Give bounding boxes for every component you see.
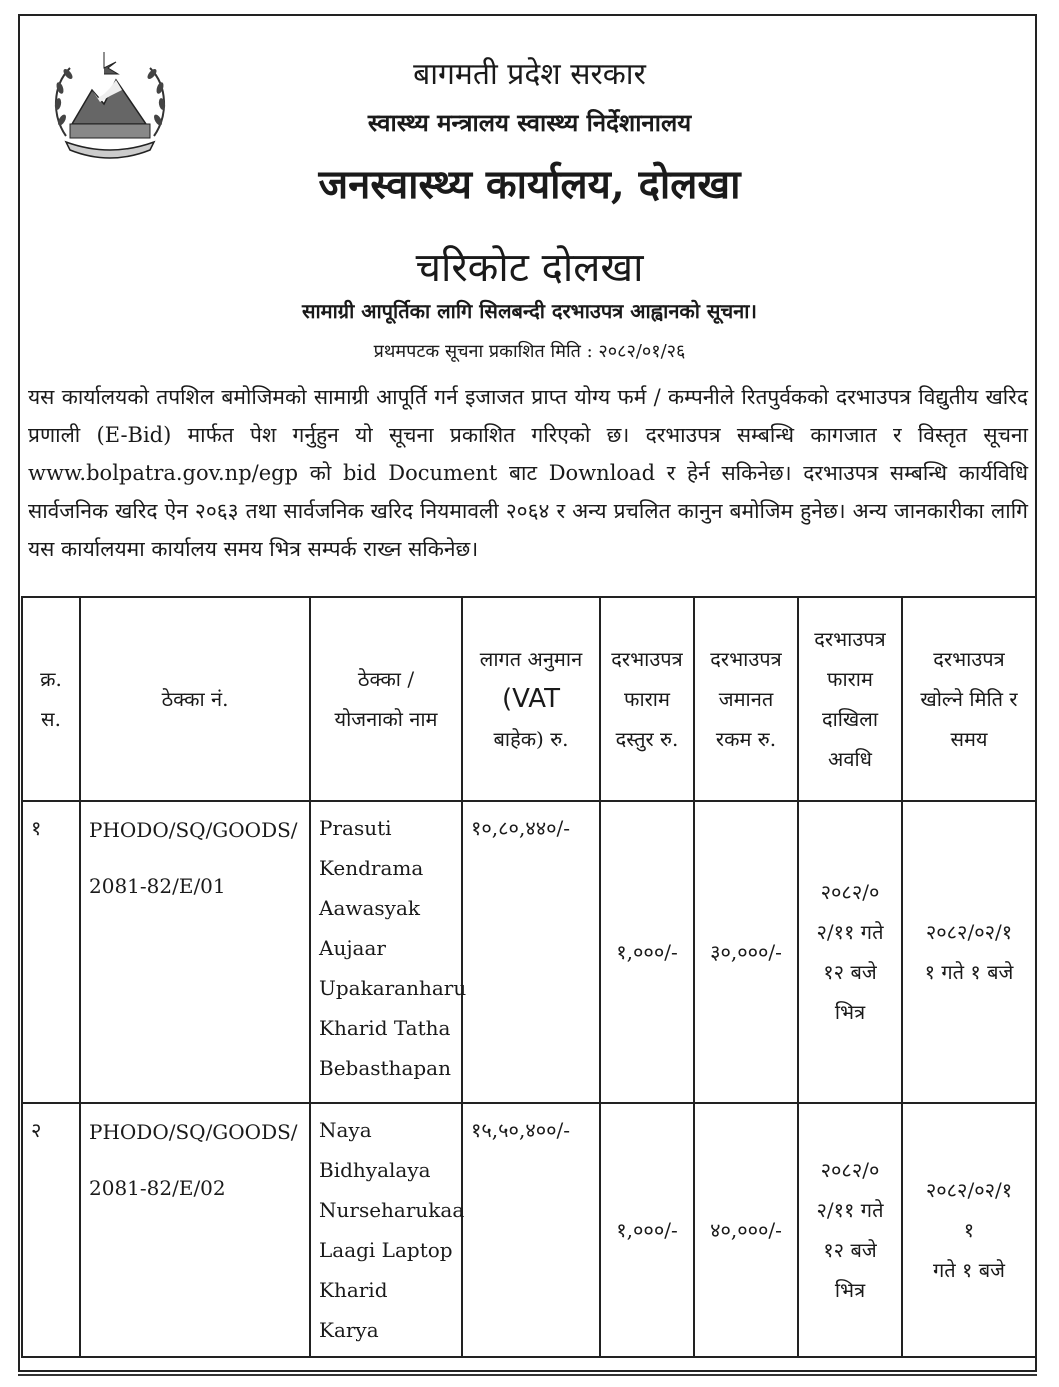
header-serial-number: क्र. स.	[22, 597, 80, 801]
row-bid-security: ३०,०००/-	[694, 801, 798, 1103]
row-project-name: Prasuti Kendrama Aawasyak Aujaar Upakaranharu Kharid Tatha Bebasthapan	[310, 801, 462, 1103]
header-contract-number: ठेक्का नं.	[80, 597, 310, 801]
header-cost-estimate-line1: लागत अनुमान	[479, 647, 583, 671]
office-location-heading: चरिकोट दोलखा	[415, 245, 644, 291]
row-bid-security: ४०,०००/-	[694, 1103, 798, 1357]
table-header-row	[22, 597, 1036, 801]
province-government-heading: बागमती प्रदेश सरकार	[413, 57, 646, 92]
row-cost-estimate: १०,८०,४४०/-	[462, 801, 600, 1103]
row-serial-number: १	[22, 801, 80, 1103]
ministry-directorate-heading: स्वास्थ्य मन्त्रालय स्वास्थ्य निर्देशानालय	[367, 108, 692, 137]
header-bid-security: दरभाउपत्र जमानत रकम रु.	[694, 597, 798, 801]
row-cost-estimate: १५,५०,४००/-	[462, 1103, 600, 1357]
row-opening-date: २०८२/०२/१ १ गते १ बजे	[902, 1103, 1036, 1357]
header-project-name: ठेक्का / योजनाको नाम	[310, 597, 462, 801]
row-contract-number: PHODO/SQ/GOODS/ 2081-82/E/01	[80, 801, 310, 1103]
row-submission-deadline: २०८२/० २/११ गते १२ बजे भित्र	[798, 1103, 902, 1357]
header-cost-estimate-line3: बाहेक) रु.	[493, 727, 569, 751]
bottom-divider	[18, 1374, 1037, 1376]
row-submission-deadline: २०८२/० २/११ गते १२ बजे भित्र	[798, 801, 902, 1103]
published-date: प्रथमपटक सूचना प्रकाशित मिति : २०८२/०१/२६	[373, 341, 686, 362]
row-form-fee: १,०००/-	[600, 1103, 694, 1357]
notice-title: सामाग्री आपूर्तिका लागि सिलबन्दी दरभाउपत्र आह्वानको सूचना।	[301, 299, 758, 323]
header-form-fee: दरभाउपत्र फाराम दस्तुर रु.	[600, 597, 694, 801]
header-opening-date: दरभाउपत्र खोल्ने मिति र समय	[902, 597, 1036, 801]
table-row	[22, 801, 1036, 1103]
row-form-fee: १,०००/-	[600, 801, 694, 1103]
row-opening-date: २०८२/०२/१ १ गते १ बजे	[902, 801, 1036, 1103]
table-row	[22, 1103, 1036, 1357]
header-cost-estimate-vat: (VAT	[502, 684, 560, 714]
notice-body-text: यस कार्यालयको तपशिल बमोजिमको सामाग्री आपूर्ति गर्न इजाजत प्राप्त योग्य फर्म / कम्पनीले रितपुर्वकको दरभाउपत्र विद्युतीय खरिद प्रणाली (E-Bid) मार्फत पेश गर्नुहुन यो सूचना प्रकाशित गरिएको छ। दरभाउपत्र सम्बन्धि कागजात र विस्तृत सूचना www.bolpatra.gov.np/egp को bid Document बाट Download र हेर्न सकिनेछ। दरभाउपत्र सम्बन्धि कार्यविधि सार्वजनिक खरिद ऐन २०६३ तथा सार्वजनिक खरिद नियमावली २०६४ र अन्य प्रचलित कानुन बमोजिम हुनेछ। अन्य जानकारीका लागि यस कार्यालयमा कार्यालय समय भित्र सम्पर्क राख्न सकिनेछ।	[28, 385, 1028, 561]
row-project-name: Naya Bidhyalaya Nurseharukaa Laagi Laptop Kharid Karya	[310, 1103, 462, 1357]
header-submission-deadline: दरभाउपत्र फाराम दाखिला अवधि	[798, 597, 902, 801]
header-cost-estimate	[462, 597, 600, 801]
bid-details-table	[21, 596, 1037, 1358]
office-name-heading: जनस्वास्थ्य कार्यालय, दोलखा	[318, 161, 741, 208]
row-contract-number: PHODO/SQ/GOODS/ 2081-82/E/02	[80, 1103, 310, 1357]
row-serial-number: २	[22, 1103, 80, 1357]
